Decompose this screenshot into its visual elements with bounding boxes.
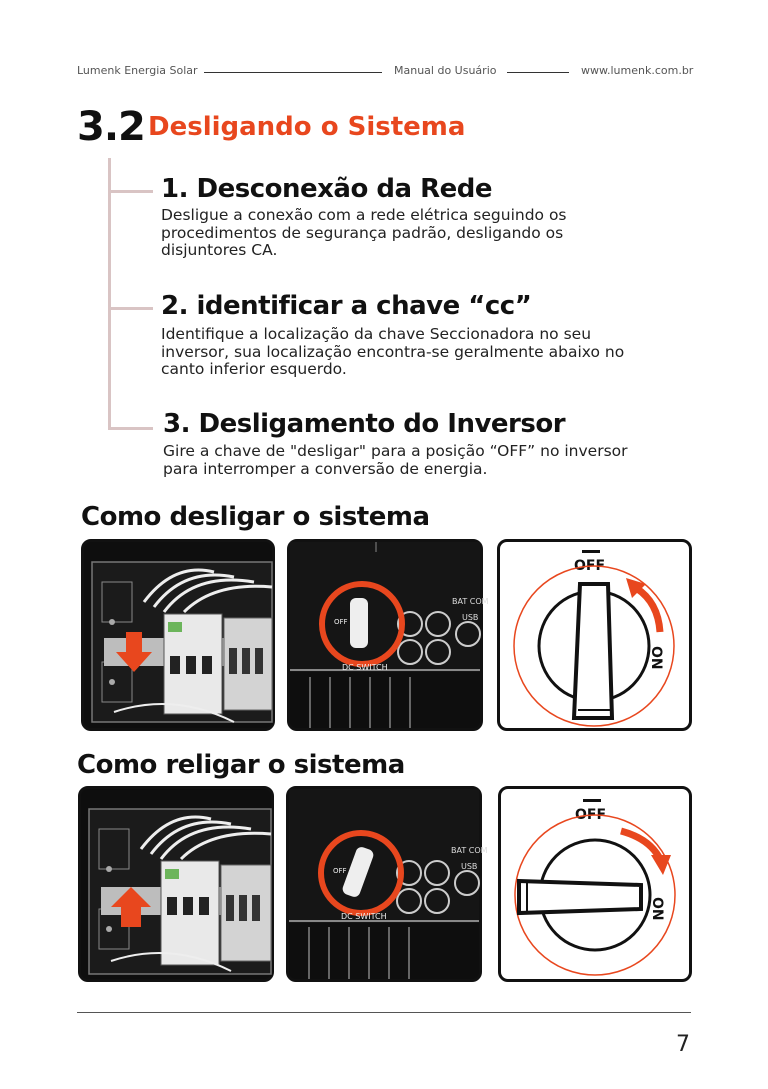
header-manual: Manual do Usuário	[394, 64, 497, 77]
how-on-title: Como religar o sistema	[77, 750, 405, 780]
footer-rule	[77, 1012, 691, 1013]
usb-label: USB	[461, 862, 478, 871]
breaker-panel-on	[78, 786, 274, 982]
header-website[interactable]: www.lumenk.com.br	[581, 64, 694, 77]
inverter-panel-on	[286, 786, 488, 982]
switch-label: DC SWITCH	[342, 663, 388, 672]
switch-label: DC SWITCH	[341, 912, 387, 921]
dial-panel-on	[498, 786, 692, 982]
step-2-title: 2. identificar a chave “cc”	[161, 291, 532, 321]
step-3-text: Gire a chave de "desligar" para a posição “OFF” no inversor para interromper a conversão de energia.	[163, 442, 628, 478]
tree-branch	[108, 427, 153, 430]
dial-off-text: OFF	[575, 807, 607, 823]
bat-label: BAT COM	[452, 597, 489, 606]
dial-on-text: ON	[648, 646, 664, 670]
bat-label: BAT COM	[451, 846, 488, 855]
off-label: OFF	[333, 867, 347, 875]
dial-panel-off	[497, 539, 692, 731]
tree-line	[108, 158, 111, 430]
how-off-title: Como desligar o sistema	[81, 502, 430, 532]
header-rule	[204, 72, 382, 73]
tree-branch	[108, 307, 153, 310]
header-rule	[507, 72, 569, 73]
step-2-text: Identifique a localização da chave Seccionadora no seu inversor, sua localização encontra-se geralmente abaixo no canto inferior esquerdo.	[161, 325, 625, 378]
inverter-panel-off	[287, 539, 489, 731]
step-1-title: 1. Desconexão da Rede	[161, 174, 492, 204]
page-number: 7	[676, 1032, 690, 1057]
section-title: Desligando o Sistema	[148, 112, 466, 142]
usb-label: USB	[462, 613, 479, 622]
dial-off-text: OFF	[574, 558, 606, 574]
off-label: OFF	[334, 618, 348, 626]
section-number: 3.2	[77, 104, 145, 150]
breaker-panel-off	[81, 539, 275, 731]
step-1-text: Desligue a conexão com a rede elétrica seguindo os procedimentos de segurança padrão, desligando os disjuntores CA.	[161, 206, 567, 259]
tree-branch	[108, 190, 153, 193]
step-3-title: 3. Desligamento do Inversor	[163, 409, 566, 439]
header-brand: Lumenk Energia Solar	[77, 64, 198, 77]
dial-on-text: ON	[649, 897, 665, 921]
